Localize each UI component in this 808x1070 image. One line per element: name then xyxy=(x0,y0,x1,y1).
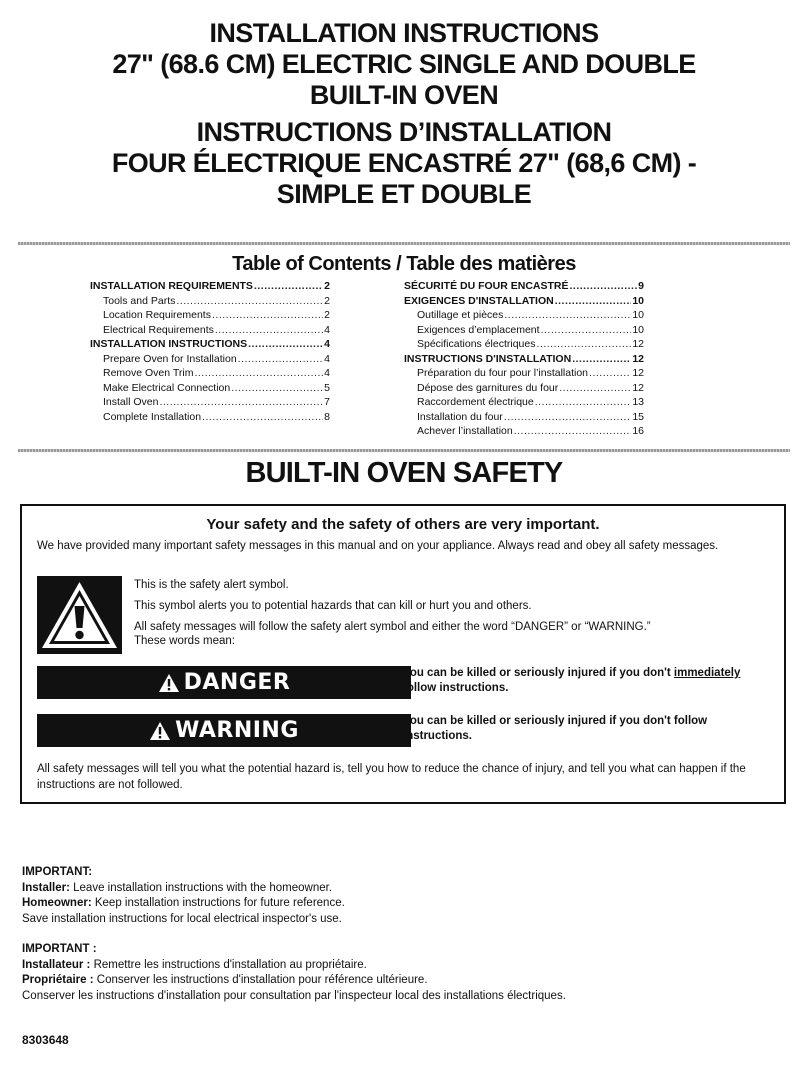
danger-label xyxy=(37,666,411,699)
toc-entry-page: 4 xyxy=(324,367,330,379)
important-owner: Propriétaire : Conserver les instructions d'installation pour référence ultérieure. xyxy=(22,974,428,986)
toc-entry-page: 4 xyxy=(324,352,330,365)
toc-entry-page: 2 xyxy=(324,309,330,321)
toc-entry-page: 8 xyxy=(324,410,330,423)
alert-line: This symbol alerts you to potential hazards that can kill or hurt you and others. xyxy=(134,600,532,612)
toc-entry-label: Exigences d’emplacement xyxy=(417,323,540,336)
toc-entry-page: 2 xyxy=(324,294,330,307)
toc-entry-label: Tools and Parts xyxy=(103,294,176,307)
toc-entry-label: Raccordement électrique xyxy=(417,396,534,408)
warning-triangle-icon xyxy=(158,673,180,693)
title-fr-line-1: INSTRUCTIONS D’INSTALLATION xyxy=(196,117,612,147)
toc-entry-page: 13 xyxy=(632,396,644,408)
toc-entry xyxy=(404,366,644,381)
alert-line-tail: These words mean: xyxy=(134,635,235,647)
toc-leader-dots xyxy=(202,410,323,425)
toc-entry xyxy=(90,410,330,425)
toc-entry-page: 12 xyxy=(632,338,644,350)
toc-leader-dots xyxy=(559,381,631,396)
danger-description: You can be killed or seriously injured if you don't immediately follow instructions. xyxy=(403,667,741,694)
toc-entry-label: SÉCURITÉ DU FOUR ENCASTRÉ xyxy=(404,280,569,292)
alert-line: This is the safety alert symbol. xyxy=(134,579,289,591)
toc-entry xyxy=(404,323,644,338)
toc-entry-page: 12 xyxy=(632,381,644,394)
toc-entry-label: Outillage et pièces xyxy=(417,309,504,321)
important-english xyxy=(22,865,345,927)
toc-entry-page: 15 xyxy=(632,410,644,423)
toc-entry-label: INSTALLATION REQUIREMENTS xyxy=(90,280,253,292)
toc-leader-dots xyxy=(572,352,631,367)
toc-entry-page: 7 xyxy=(324,396,330,408)
document-number: 8303648 xyxy=(22,1033,69,1047)
important-heading: IMPORTANT : xyxy=(22,943,97,955)
toc-entry xyxy=(404,395,644,410)
important-keep: Conserver les instructions d'installation pour consultation par l'inspecteur local des installations électriques. xyxy=(22,989,566,1002)
title-en-line-1: INSTALLATION INSTRUCTIONS xyxy=(209,18,599,48)
toc-entry-label: Remove Oven Trim xyxy=(103,367,194,379)
toc-entry xyxy=(404,294,644,309)
toc-entry-page: 2 xyxy=(324,280,330,292)
toc-entry xyxy=(404,308,644,323)
toc-leader-dots xyxy=(231,381,323,396)
toc-entry-label: INSTALLATION INSTRUCTIONS xyxy=(90,338,248,350)
toc-leader-dots xyxy=(194,366,323,381)
toc-entry-label: Prepare Oven for Installation xyxy=(103,352,237,365)
toc-leader-dots xyxy=(555,294,632,309)
warning-description: You can be killed or seriously injured if you don't follow instructions. xyxy=(403,715,708,742)
toc-leader-dots xyxy=(536,337,631,352)
toc-entry-label: Dépose des garnitures du four xyxy=(417,381,559,394)
title-en-line-3: BUILT-IN OVEN xyxy=(309,80,499,110)
toc-column-english xyxy=(90,279,330,424)
toc-leader-dots xyxy=(535,395,632,410)
title-fr-line-3: SIMPLE ET DOUBLE xyxy=(276,179,532,209)
toc-leader-dots xyxy=(176,294,323,309)
toc-leader-dots xyxy=(254,279,323,294)
alert-explanation xyxy=(134,578,774,655)
toc-leader-dots xyxy=(570,279,638,294)
toc-entry xyxy=(90,279,330,294)
divider-rule xyxy=(18,242,790,245)
toc-leader-dots xyxy=(504,308,631,323)
title-fr-line-2: FOUR ÉLECTRIQUE ENCASTRÉ 27" (68,6 CM) - xyxy=(111,148,697,178)
toc-entry-label: Location Requirements xyxy=(103,309,211,321)
toc-entry xyxy=(404,381,644,396)
toc-leader-dots xyxy=(215,323,323,338)
toc-entry xyxy=(90,352,330,367)
toc-entry-page: 4 xyxy=(324,338,330,350)
warning-triangle-icon xyxy=(149,721,171,741)
toc-entry-label: Spécifications électriques xyxy=(417,338,536,350)
toc-entry-label: EXIGENCES D'INSTALLATION xyxy=(404,294,554,307)
important-save: Save installation instructions for local electrical inspector's use. xyxy=(22,912,342,925)
toc-leader-dots xyxy=(514,424,632,439)
toc-entry xyxy=(404,424,644,439)
safety-box-heading: Your safety and the safety of others are very important. xyxy=(206,516,600,533)
toc-entry-page: 10 xyxy=(632,294,644,307)
toc-entry-label: Make Electrical Connection xyxy=(103,381,231,394)
toc-entry-page: 12 xyxy=(632,367,644,379)
important-installer: Installer: Leave installation instructions with the homeowner. xyxy=(22,881,333,894)
safety-outro: All safety messages will tell you what the potential hazard is, tell you how to reduce the chance of injury, and tell you what can happen if the instructions are not followed. xyxy=(37,763,746,791)
safety-intro: We have provided many important safety messages in this manual and on your appliance. Always read and obey all safety messages. xyxy=(37,540,719,552)
toc-entry-label: Install Oven xyxy=(103,396,159,408)
toc-entry-label: Electrical Requirements xyxy=(103,323,214,336)
toc-leader-dots xyxy=(159,395,323,410)
toc-entry-page: 12 xyxy=(632,352,644,365)
warning-word: WARNING xyxy=(175,718,299,743)
toc-leader-dots xyxy=(238,352,324,367)
toc-entry xyxy=(90,366,330,381)
toc-entry-page: 4 xyxy=(324,323,330,336)
warning-label xyxy=(37,714,411,747)
toc-entry-page: 9 xyxy=(638,280,644,292)
danger-word: DANGER xyxy=(183,670,291,695)
toc-leader-dots xyxy=(541,323,632,338)
divider-rule xyxy=(18,449,790,452)
toc-leader-dots xyxy=(589,366,631,381)
toc-entry xyxy=(404,337,644,352)
toc-entry-label: Complete Installation xyxy=(103,410,202,423)
toc-entry-page: 16 xyxy=(632,425,644,437)
important-homeowner: Homeowner: Keep installation instructions for future reference. xyxy=(22,897,345,909)
toc-entry-page: 10 xyxy=(632,309,644,321)
section-title: BUILT-IN OVEN SAFETY xyxy=(245,457,563,489)
toc-entry xyxy=(90,308,330,323)
toc-entry-label: INSTRUCTIONS D'INSTALLATION xyxy=(404,352,572,365)
toc-entry-page: 10 xyxy=(632,323,644,336)
important-heading: IMPORTANT: xyxy=(22,866,93,878)
toc-leader-dots xyxy=(504,410,632,425)
toc-entry-label: Préparation du four pour l’installation xyxy=(417,367,589,379)
document-title xyxy=(0,18,808,210)
alert-line: All safety messages will follow the safety alert symbol and either the word “DANGER” or “WARNING.” xyxy=(134,621,651,633)
toc-entry-page: 5 xyxy=(324,381,330,394)
toc-entry xyxy=(90,395,330,410)
toc-entry-label: Installation du four xyxy=(417,410,503,423)
toc-entry xyxy=(90,323,330,338)
toc-column-french xyxy=(404,279,644,439)
safety-alert-icon xyxy=(37,576,122,654)
danger-emphasis: immediately xyxy=(673,667,741,679)
toc-leader-dots xyxy=(212,308,323,323)
toc-entry xyxy=(90,381,330,396)
toc-entry xyxy=(404,352,644,367)
toc-leader-dots xyxy=(248,337,323,352)
toc-entry xyxy=(404,410,644,425)
important-french xyxy=(22,942,566,1004)
toc-entry xyxy=(90,337,330,352)
toc-heading: Table of Contents / Table des matières xyxy=(232,253,576,275)
toc-entry-label: Achever l’installation xyxy=(417,425,513,437)
toc-entry xyxy=(90,294,330,309)
toc-entry xyxy=(404,279,644,294)
important-installer: Installateur : Remettre les instructions d'installation au propriétaire. xyxy=(22,958,367,971)
safety-box xyxy=(20,504,786,804)
title-en-line-2: 27" (68.6 CM) ELECTRIC SINGLE AND DOUBLE xyxy=(112,49,696,79)
